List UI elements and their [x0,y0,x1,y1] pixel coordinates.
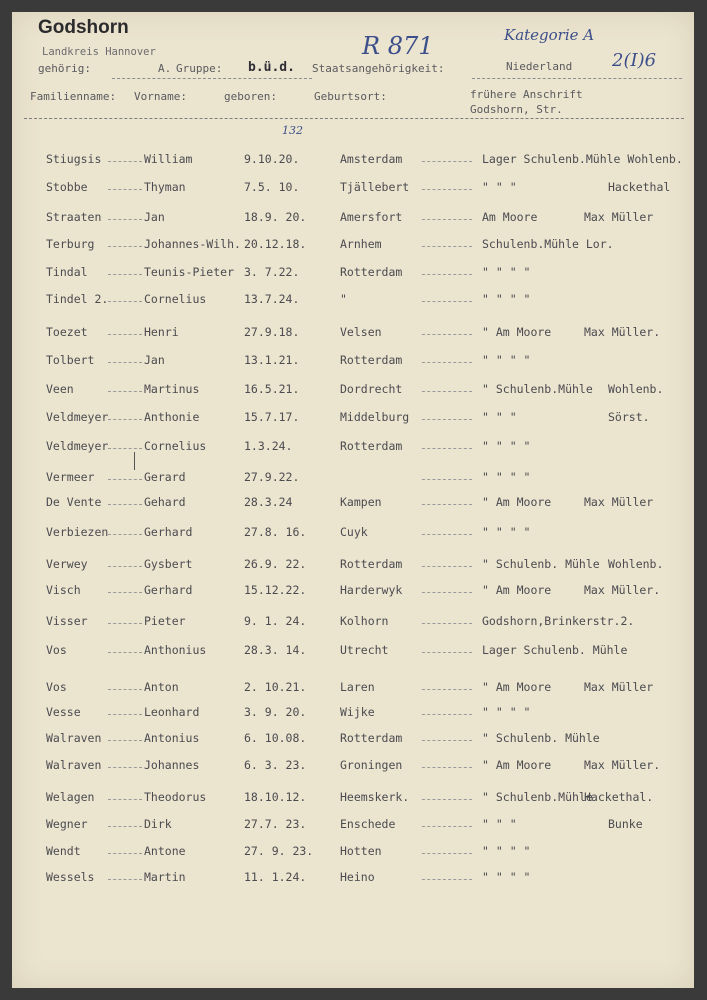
entry-firstname: Teunis-Pieter [144,265,235,279]
entry-firstname: Pieter [144,614,186,628]
entry-birthplace: Wijke [340,705,375,719]
entry-birthplace: Hotten [340,844,382,858]
entry-firstname: Gehard [144,495,186,509]
row-dash-fill [422,623,472,624]
entry-address: Lager Schulenb.Mühle Wohlenb. [482,152,683,166]
entry-address: " " " " [482,705,531,719]
entry-address: " " " " [482,265,531,279]
entry-address: " " " [482,410,517,424]
entry-birthplace: Harderwyk [340,583,403,597]
entry-address-extra: Max Müller [584,210,654,224]
entry-birthdate: 16.5.21. [244,382,300,396]
document-page [12,12,694,988]
entry-address: " Am Moore [482,495,552,509]
entry-firstname: Johannes-Wilh. [144,237,241,251]
table-row [12,210,694,230]
table-row [12,495,694,515]
entry-address-extra: Max Müller. [584,583,661,597]
entry-birthplace: Rotterdam [340,557,403,571]
handwritten-code: R 871 [362,32,434,60]
col-born: geboren: [224,90,277,103]
row-dash-fill [108,592,142,593]
entry-firstname: Jan [144,210,165,224]
entry-lastname: Veldmeyer [46,410,109,424]
table-row [12,790,694,810]
table-row [12,817,694,837]
entry-firstname: Gysbert [144,557,193,571]
entry-address: Schulenb.Mühle Lor. [482,237,614,251]
entry-birthplace: Middelburg [340,410,410,424]
table-row [12,325,694,345]
row-dash-fill [108,219,142,220]
row-dash-fill [108,274,142,275]
entry-birthdate: 13.1.21. [244,353,300,367]
entry-birthdate: 18.10.12. [244,790,307,804]
entry-lastname: Visser [46,614,88,628]
row-dash-fill [108,334,142,335]
entry-address: " Schulenb.Mühle [482,790,593,804]
entry-birthplace: Rotterdam [340,439,403,453]
table-row [12,525,694,545]
district-line: Landkreis Hannover [42,46,156,58]
entry-address: Lager Schulenb. Mühle [482,643,628,657]
column-header-rule [24,118,684,119]
entry-firstname: Antone [144,844,186,858]
entry-birthplace: Heemskerk. [340,790,410,804]
entry-firstname: Johannes [144,758,200,772]
entry-lastname: Veldmeyer [46,439,109,453]
entry-birthplace: Kolhorn [340,614,389,628]
entry-lastname: Stiugsis [46,152,102,166]
entry-firstname: Cornelius [144,292,207,306]
entry-address: " Schulenb. Mühle [482,557,600,571]
entry-address: Godshorn,Brinkerstr.2. [482,614,635,628]
row-dash-fill [108,246,142,247]
row-dash-fill [422,566,472,567]
entry-firstname: Henri [144,325,179,339]
entry-birthdate: 27.9.22. [244,470,300,484]
entry-lastname: Toezet [46,325,88,339]
entry-birthplace: Utrecht [340,643,389,657]
row-dash-fill [422,189,472,190]
table-row [12,844,694,864]
entry-birthplace: Rotterdam [340,265,403,279]
entry-birthdate: 6. 3. 23. [244,758,307,772]
entry-birthdate: 27.8. 16. [244,525,307,539]
entry-birthdate: 9. 1. 24. [244,614,307,628]
row-dash-fill [422,689,472,690]
entry-lastname: Vos [46,680,67,694]
entry-address: " " " [482,180,517,194]
entry-lastname: Veen [46,382,74,396]
row-dash-fill [422,534,472,535]
row-dash-fill [108,767,142,768]
row-dash-fill [422,799,472,800]
entry-address: " Schulenb. Mühle [482,731,600,745]
col-address-2: Godshorn, Str. [470,103,563,116]
entry-birthdate: 6. 10.08. [244,731,307,745]
row-dash-fill [108,652,142,653]
pen-tick-mark [134,452,135,470]
entry-firstname: Thyman [144,180,186,194]
entry-birthdate: 1.3.24. [244,439,293,453]
entry-address: " " " " [482,844,531,858]
table-row [12,410,694,430]
entry-address-extra: Hackethal. [584,790,654,804]
row-dash-fill [108,448,142,449]
entry-lastname: Walraven [46,731,102,745]
entry-lastname: Verbiezen [46,525,109,539]
entry-lastname: De Vente [46,495,102,509]
row-dash-fill [108,301,142,302]
entry-birthplace: Laren [340,680,375,694]
entry-address-extra: Max Müller. [584,325,661,339]
row-dash-fill [108,853,142,854]
entry-address: " Schulenb.Mühle [482,382,593,396]
entry-birthdate: 26.9. 22. [244,557,307,571]
table-row [12,152,694,172]
entry-birthdate: 20.12.18. [244,237,307,251]
row-dash-fill [108,189,142,190]
row-dash-fill [108,504,142,505]
row-dash-fill [108,826,142,827]
entry-firstname: Theodorus [144,790,207,804]
table-row [12,353,694,373]
header-underline-2 [472,78,682,79]
entry-lastname: Stobbe [46,180,88,194]
entry-address-extra: Wohlenb. [608,557,664,571]
entry-birthplace: Rotterdam [340,731,403,745]
row-dash-fill [422,652,472,653]
entry-lastname: Wegner [46,817,88,831]
row-dash-fill [422,479,472,480]
table-row [12,439,694,459]
entry-birthdate: 15.12.22. [244,583,307,597]
row-dash-fill [422,448,472,449]
row-dash-fill [422,740,472,741]
entry-birthplace: Heino [340,870,375,884]
table-row [12,705,694,725]
row-dash-fill [108,479,142,480]
entry-lastname: Vesse [46,705,81,719]
col-address-1: frühere Anschrift [470,88,583,101]
row-dash-fill [108,799,142,800]
entry-address: " " " " [482,292,531,306]
entry-lastname: Visch [46,583,81,597]
entry-lastname: Vos [46,643,67,657]
col-lastname: Familienname: [30,90,117,103]
entry-lastname: Vermeer [46,470,95,484]
row-dash-fill [422,334,472,335]
entry-address: " " " " [482,525,531,539]
entry-birthdate: 18.9. 20. [244,210,307,224]
entry-address: " " " " [482,470,531,484]
table-row [12,557,694,577]
entry-address: " " " " [482,353,531,367]
handwritten-small-number: 132 [282,124,303,137]
entry-birthplace: Tjällebert [340,180,410,194]
entry-lastname: Wessels [46,870,95,884]
entry-address: " Am Moore [482,680,552,694]
row-dash-fill [108,623,142,624]
entry-birthplace: Arnhem [340,237,382,251]
entry-firstname: Martinus [144,382,200,396]
label-zugehoerig: gehörig: [38,62,91,75]
row-dash-fill [422,504,472,505]
value-staatsangehoerigkeit: Niederland [506,60,573,73]
row-dash-fill [108,161,142,162]
entry-lastname: Terburg [46,237,95,251]
entry-address: " Am Moore [482,325,552,339]
entry-lastname: Verwey [46,557,88,571]
entry-birthdate: 11. 1.24. [244,870,307,884]
entry-birthdate: 7.5. 10. [244,180,300,194]
row-dash-fill [422,826,472,827]
entry-birthdate: 27.9.18. [244,325,300,339]
entry-birthplace: Groningen [340,758,403,772]
entry-firstname: Gerhard [144,583,193,597]
entry-birthdate: 3. 7.22. [244,265,300,279]
row-dash-fill [422,714,472,715]
entry-lastname: Straaten [46,210,102,224]
entry-firstname: Martin [144,870,186,884]
entry-firstname: Jan [144,353,165,367]
entry-address-extra: Wohlenb. [608,382,664,396]
table-row [12,470,694,490]
entry-address: " " " " [482,870,531,884]
value-a: A. [158,62,172,75]
row-dash-fill [422,161,472,162]
value-gruppe: b.ü.d. [248,60,295,75]
entry-firstname: Gerhard [144,525,193,539]
entry-birthplace: Enschede [340,817,396,831]
place-title: Godshorn [38,17,129,38]
table-row [12,758,694,778]
table-row [12,237,694,257]
entry-birthdate: 2. 10.21. [244,680,307,694]
entry-address: Am Moore [482,210,538,224]
handwritten-number: 2(I)6 [612,50,657,71]
entry-birthdate: 13.7.24. [244,292,300,306]
entry-birthdate: 28.3. 14. [244,643,307,657]
entry-lastname: Welagen [46,790,95,804]
entry-firstname: Dirk [144,817,172,831]
entry-birthplace: Rotterdam [340,353,403,367]
entry-firstname: William [144,152,193,166]
entry-lastname: Tindel 2. [46,292,109,306]
row-dash-fill [108,391,142,392]
entry-address: " Am Moore [482,583,552,597]
label-gruppe: Gruppe: [176,62,223,75]
entry-lastname: Wendt [46,844,81,858]
header-underline [112,78,312,79]
row-dash-fill [422,362,472,363]
entry-address: " " " [482,817,517,831]
entry-address-extra: Max Müller [584,680,654,694]
row-dash-fill [108,419,142,420]
entry-lastname: Walraven [46,758,102,772]
row-dash-fill [422,391,472,392]
table-row [12,583,694,603]
entry-address-extra: Bunke [608,817,643,831]
table-row [12,180,694,200]
entry-firstname: Antonius [144,731,200,745]
row-dash-fill [422,592,472,593]
entry-birthdate: 9.10.20. [244,152,300,166]
entry-birthdate: 27.7. 23. [244,817,307,831]
entry-address-extra: Max Müller [584,495,654,509]
row-dash-fill [108,714,142,715]
row-dash-fill [108,740,142,741]
row-dash-fill [422,767,472,768]
entry-birthplace: Amersfort [340,210,403,224]
row-dash-fill [108,566,142,567]
entry-firstname: Anthonius [144,643,207,657]
entry-firstname: Leonhard [144,705,200,719]
entry-firstname: Gerard [144,470,186,484]
col-firstname: Vorname: [134,90,187,103]
entry-birthplace: Dordrecht [340,382,403,396]
entry-birthdate: 27. 9. 23. [244,844,314,858]
row-dash-fill [108,879,142,880]
entry-firstname: Anthonie [144,410,200,424]
table-row [12,265,694,285]
row-dash-fill [422,301,472,302]
entry-birthplace: " [340,292,347,306]
entry-lastname: Tolbert [46,353,95,367]
handwritten-category: Kategorie A [504,26,595,44]
row-dash-fill [422,274,472,275]
table-row [12,382,694,402]
table-row [12,680,694,700]
table-row [12,643,694,663]
entry-birthdate: 15.7.17. [244,410,300,424]
row-dash-fill [108,534,142,535]
entry-address-extra: Sörst. [608,410,650,424]
table-row [12,292,694,312]
entry-birthdate: 28.3.24 [244,495,293,509]
entry-lastname: Tindal [46,265,88,279]
entry-birthplace: Kampen [340,495,382,509]
entry-address: " " " " [482,439,531,453]
entry-birthplace: Cuyk [340,525,368,539]
col-birthplace: Geburtsort: [314,90,387,103]
row-dash-fill [108,689,142,690]
entry-birthplace: Amsterdam [340,152,403,166]
row-dash-fill [422,853,472,854]
entry-address-extra: Hackethal [608,180,671,194]
entry-firstname: Cornelius [144,439,207,453]
entry-birthdate: 3. 9. 20. [244,705,307,719]
row-dash-fill [422,879,472,880]
entry-address: " Am Moore [482,758,552,772]
entry-birthplace: Velsen [340,325,382,339]
entry-address-extra: Max Müller. [584,758,661,772]
row-dash-fill [422,219,472,220]
row-dash-fill [108,362,142,363]
row-dash-fill [422,246,472,247]
table-row [12,870,694,890]
table-row [12,614,694,634]
row-dash-fill [422,419,472,420]
label-staatsangehoerigkeit: Staatsangehörigkeit: [312,62,445,75]
table-row [12,731,694,751]
entry-firstname: Anton [144,680,179,694]
